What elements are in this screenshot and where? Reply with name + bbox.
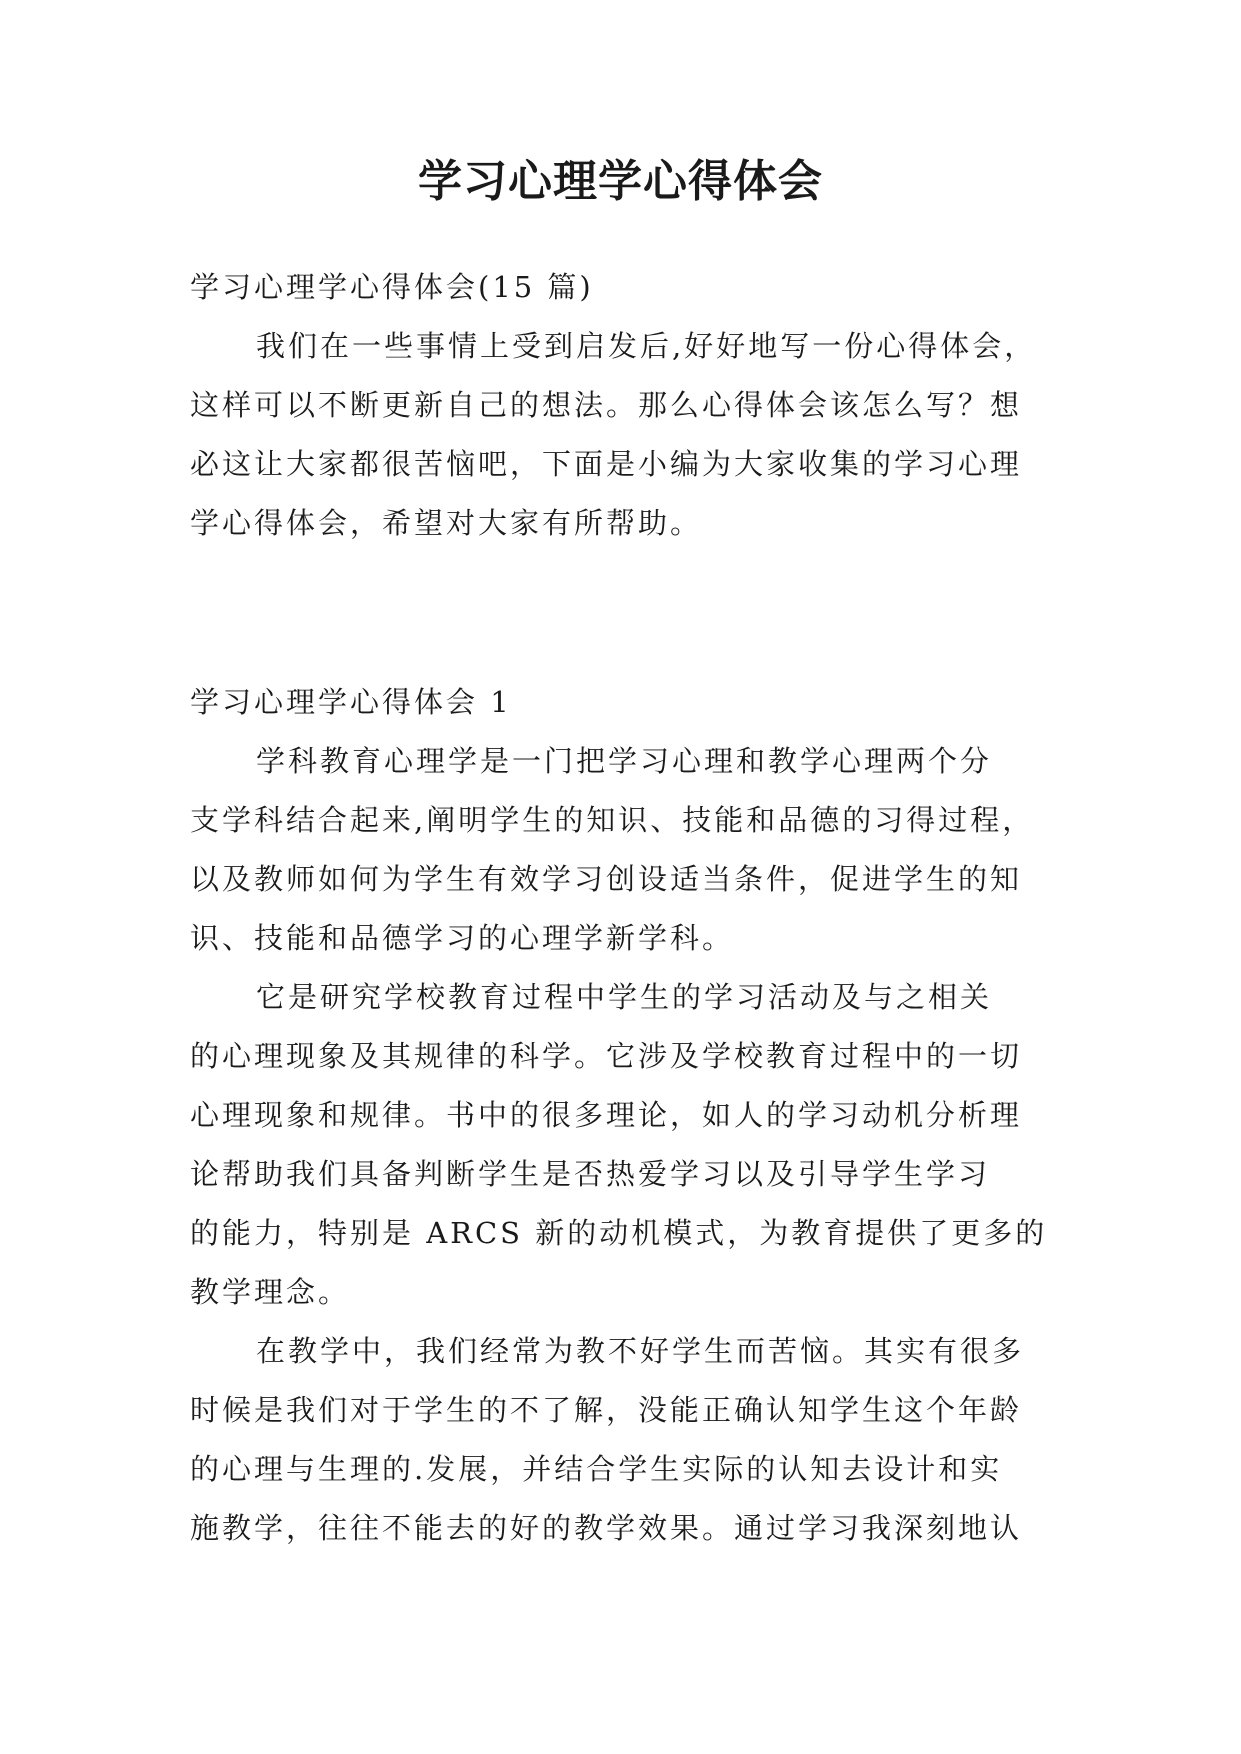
paragraph-line: 它是研究学校教育过程中学生的学习活动及与之相关: [256, 980, 993, 1014]
intro-paragraph: [190, 317, 1050, 553]
body-paragraph-1: [190, 732, 1050, 968]
document-subtitle: 学习心理学心得体会(15 篇): [190, 270, 594, 304]
paragraph-line: 施教学，往往不能去的好的教学效果。通过学习我深刻地认: [190, 1511, 1023, 1545]
paragraph-line: 的心理现象及其规律的科学。它涉及学校教育过程中的一切: [190, 1039, 1023, 1073]
body-paragraph-2: [190, 968, 1050, 1322]
paragraph-line: 学科教育心理学是一门把学习心理和教学心理两个分: [256, 744, 993, 778]
paragraph-line: 的能力，特别是 ARCS 新的动机模式，为教育提供了更多的: [190, 1216, 1048, 1250]
paragraph-line: 论帮助我们具备判断学生是否热爱学习以及引导学生学习: [190, 1157, 991, 1191]
paragraph-line: 识、技能和品德学习的心理学新学科。: [190, 921, 735, 955]
paragraph-line: 支学科结合起来,阐明学生的知识、技能和品德的习得过程，: [190, 803, 1035, 837]
paragraph-line: 学心得体会，希望对大家有所帮助。: [190, 506, 703, 540]
paragraph-line: 的心理与生理的.发展，并结合学生实际的认知去设计和实: [190, 1452, 1003, 1486]
body-paragraph-3: [190, 1322, 1050, 1558]
section-gap: [190, 553, 1050, 673]
paragraph-line: 时候是我们对于学生的不了解，没能正确认知学生这个年龄: [190, 1393, 1023, 1427]
document-body: [190, 258, 1050, 1558]
paragraph-line: 必这让大家都很苦恼吧，下面是小编为大家收集的学习心理: [190, 447, 1023, 481]
document-title: 学习心理学心得体会: [418, 156, 823, 207]
paragraph-line: 以及教师如何为学生有效学习创设适当条件，促进学生的知: [190, 862, 1023, 896]
paragraph-line: 我们在一些事情上受到启发后,好好地写一份心得体会，: [256, 329, 1037, 363]
paragraph-line: 心理现象和规律。书中的很多理论，如人的学习动机分析理: [190, 1098, 1023, 1132]
paragraph-line: 教学理念。: [190, 1275, 351, 1309]
paragraph-line: 在教学中，我们经常为教不好学生而苦恼。其实有很多: [256, 1334, 1025, 1368]
paragraph-line: 这样可以不断更新自己的想法。那么心得体会该怎么写？想: [190, 388, 1023, 422]
section-heading: 学习心理学心得体会 1: [190, 685, 512, 719]
